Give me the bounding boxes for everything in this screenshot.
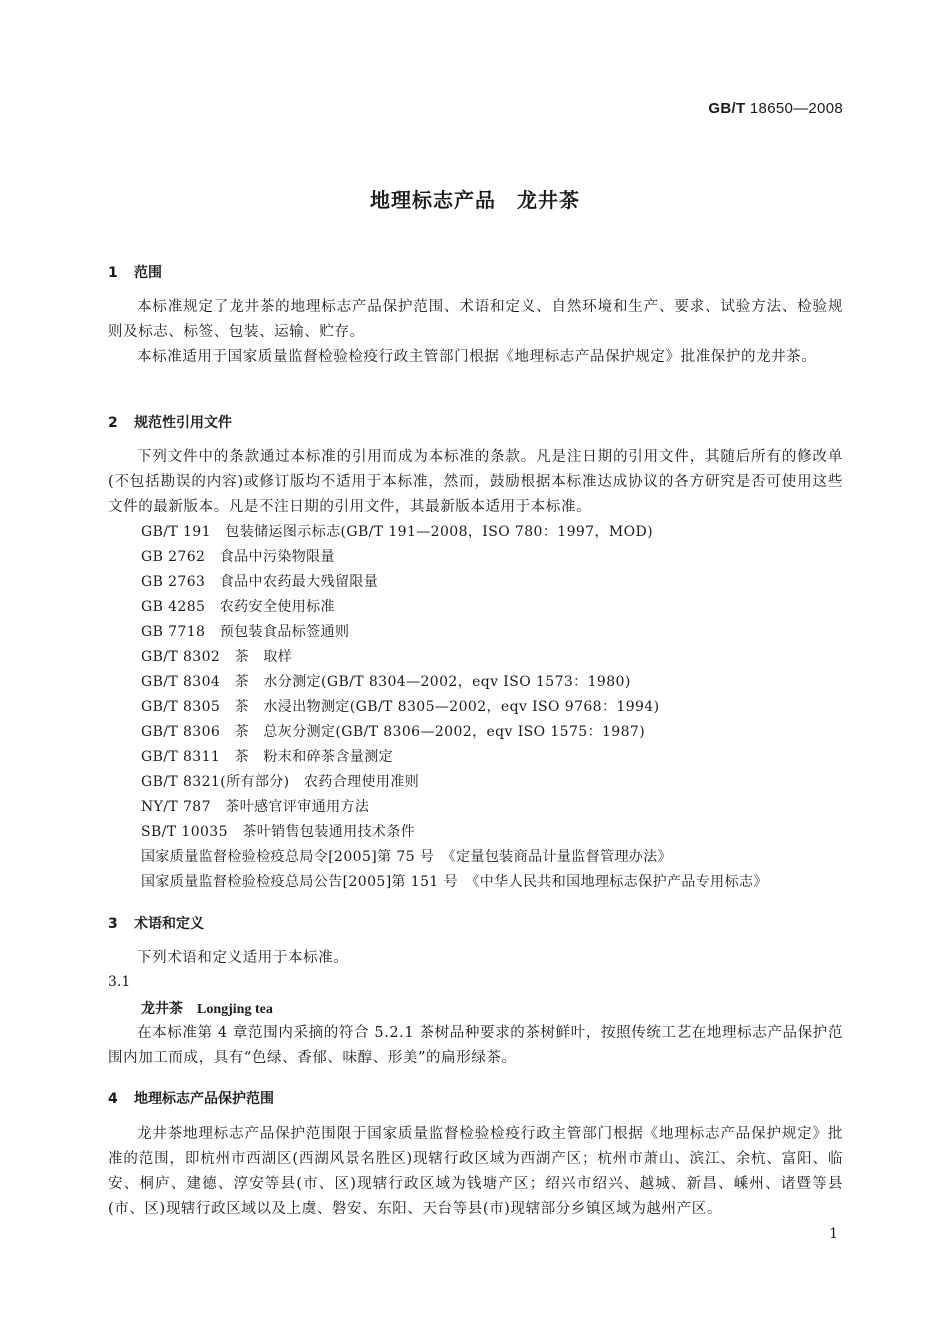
reference-item: 国家质量监督检验检疫总局公告[2005]第 151 号 《中华人民共和国地理标志保护产品专用标志》	[141, 874, 768, 890]
reference-item: GB/T 8311 茶 粉末和碎茶含量测定	[141, 749, 394, 765]
section-number: 4	[108, 1091, 118, 1107]
term-definition: 在本标准第 4 章范围内采摘的符合 5.2.1 茶树品种要求的茶树鲜叶，按照传统工艺在地理标志产品保护范围内加工而成，具有“色绿、香郁、味醇、形美”的扁形绿茶。	[108, 1025, 843, 1066]
section-number: 1	[108, 265, 118, 281]
section-2-heading	[108, 412, 232, 432]
standard-code	[708, 100, 843, 117]
reference-item: NY/T 787 茶叶感官评审通用方法	[141, 799, 370, 815]
section-1-paragraph-1: 本标准规定了龙井茶的地理标志产品保护范围、术语和定义、自然环境和生产、要求、试验方法、检验规则及标志、标签、包装、运输、贮存。	[108, 299, 843, 340]
reference-item: GB 2762 食品中污染物限量	[141, 549, 335, 565]
section-4-paragraph-1: 龙井茶地理标志产品保护范围限于国家质量监督检验检疫行政主管部门根据《地理标志产品保护规定》批准的范围，即杭州市西湖区(西湖风景名胜区)现辖行政区域为西湖产区；杭州市萧山、滨江、余杭、富阳、临安、桐庐、建德、淳安等县(市、区)现辖行政区域为钱塘产区；绍兴市绍兴、越城、新昌、嵊州、诸暨等县(市、区)现辖行政区域以及上虞、磐安、东阳、天台等县(市)现辖部分乡镇区域为越州产区。	[108, 1126, 843, 1217]
reference-item: GB 2763 食品中农药最大残留限量	[141, 574, 379, 590]
section-title: 地理标志产品保护范围	[134, 1091, 274, 1107]
reference-item: GB/T 191 包装储运图示标志(GB/T 191—2008，ISO 780：1997，MOD)	[141, 524, 653, 540]
standard-code-prefix: GB/T	[708, 100, 746, 117]
reference-item: GB/T 8306 茶 总灰分测定(GB/T 8306—2002，eqv ISO 1575：1987)	[141, 724, 646, 740]
section-3-heading	[108, 913, 204, 933]
section-number: 2	[108, 415, 118, 431]
term-english: Longjing tea	[197, 1002, 273, 1017]
section-2-paragraph-1: 下列文件中的条款通过本标准的引用而成为本标准的条款。凡是注日期的引用文件，其随后所有的修改单(不包括勘误的内容)或修订版均不适用于本标准，然而，鼓励根据本标准达成协议的各方研究是否可使用这些文件的最新版本。凡是不注日期的引用文件，其最新版本适用于本标准。	[108, 449, 843, 515]
section-number: 3	[108, 916, 118, 932]
section-title: 范围	[134, 265, 162, 281]
reference-item: GB 7718 预包装食品标签通则	[141, 624, 350, 640]
section-1-heading	[108, 262, 162, 282]
reference-item: GB/T 8302 茶 取样	[141, 649, 293, 665]
document-title: 地理标志产品 龙井茶	[370, 188, 580, 212]
term-heading	[141, 998, 273, 1018]
reference-item: GB/T 8305 茶 水浸出物测定(GB/T 8305—2002，eqv ISO 9768：1994)	[141, 699, 660, 715]
section-1-paragraph-2: 本标准适用于国家质量监督检验检疫行政主管部门根据《地理标志产品保护规定》批准保护的龙井茶。	[137, 349, 817, 365]
reference-item: GB/T 8304 茶 水分测定(GB/T 8304—2002，eqv ISO 1573：1980)	[141, 674, 631, 690]
section-4-heading	[108, 1088, 274, 1108]
page-number: 1	[829, 1226, 838, 1242]
reference-item: GB 4285 农药安全使用标准	[141, 599, 335, 615]
standard-code-number: 18650—2008	[745, 100, 843, 117]
term-number: 3.1	[108, 974, 131, 990]
reference-item: GB/T 8321(所有部分) 农药合理使用准则	[141, 774, 420, 790]
section-title: 规范性引用文件	[134, 415, 232, 431]
reference-item: SB/T 10035 茶叶销售包装通用技术条件	[141, 824, 416, 840]
section-title: 术语和定义	[134, 916, 204, 932]
section-3-paragraph-1: 下列术语和定义适用于本标准。	[137, 950, 349, 966]
term-chinese: 龙井茶	[141, 1001, 183, 1017]
reference-item: 国家质量监督检验检疫总局令[2005]第 75 号 《定量包装商品计量监督管理办法》	[141, 849, 673, 865]
